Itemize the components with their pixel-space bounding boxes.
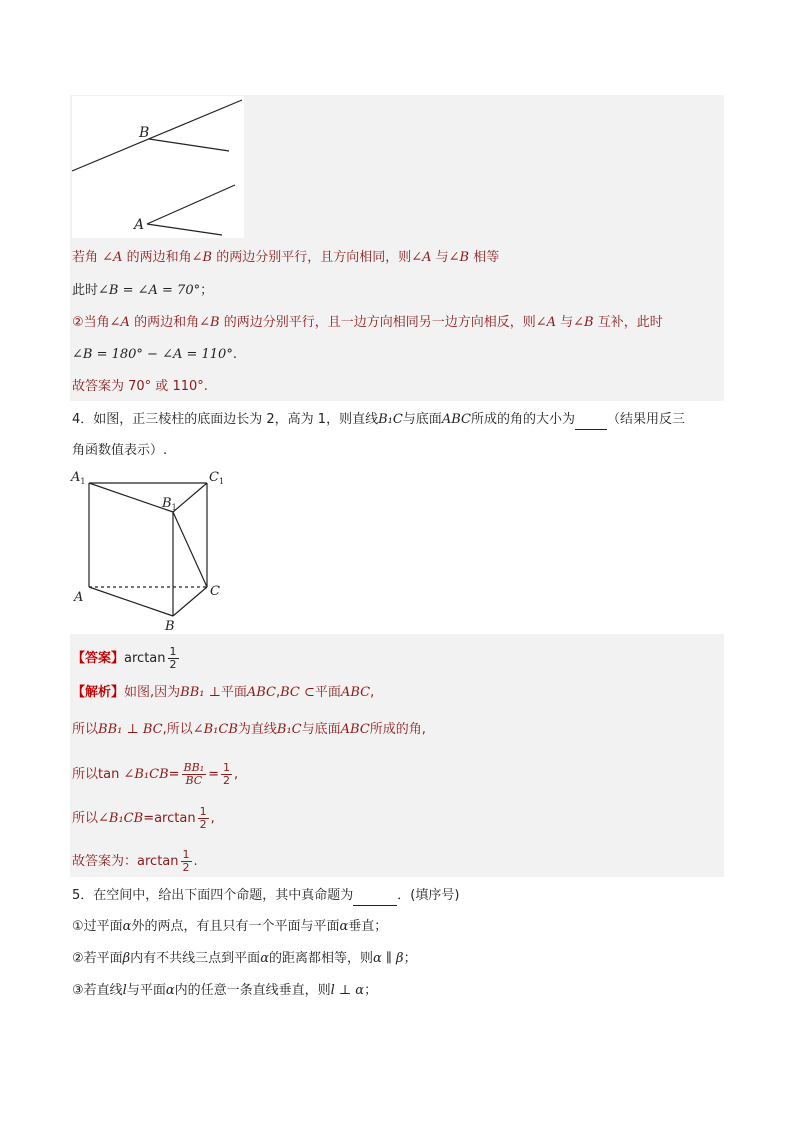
- analysis-line-5: 故答案为：arctan $\frac{1}{2}$ .: [72, 848, 198, 874]
- solution-3-line-4: ∠B = 180° − ∠A = 110°.: [72, 347, 237, 362]
- angle-figure: [72, 96, 244, 238]
- answer-blank: [353, 891, 397, 906]
- question-5-line-3: ②若平面β内有不共线三点到平面α的距离都相等，则α ∥ β；: [72, 951, 417, 966]
- question-5-line-2: ①过平面α外的两点，有且只有一个平面与平面α垂直；: [72, 919, 388, 934]
- fraction: $\frac{1}{2}$: [199, 805, 207, 831]
- analysis-line-4: 所以∠B₁CB=arctan $\frac{1}{2}$ ,: [72, 805, 215, 831]
- solution-3-line-5: 故答案为 70° 或 110°.: [72, 379, 208, 394]
- solution-3-line-2: 此时∠B = ∠A = 70°；: [72, 283, 214, 298]
- fraction: $\frac{1}{2}$: [223, 761, 231, 787]
- question-4-line-2: 角函数值表示）.: [72, 443, 168, 458]
- fraction: $\frac{1}{2}$: [169, 645, 177, 671]
- analysis-line-1: 【解析】如图,因为BB₁ ⊥平面ABC,BC ⊂平面ABC,: [72, 685, 375, 700]
- analysis-line-3: 所以tan ∠B₁CB= $\frac{\text{BB₁}}{BC}$ = $\frac{1}{2}$ ,: [72, 761, 239, 787]
- question-5-line-1: 5．在空间中，给出下面四个命题，其中真命题为 ．(填序号): [72, 886, 459, 906]
- fraction: $\frac{\text{BB₁}}{BC}$: [183, 761, 205, 787]
- label-c1: $C_1$: [209, 470, 225, 486]
- label-c: C: [210, 584, 220, 599]
- label-a: A: [134, 217, 145, 233]
- fraction: $\frac{1}{2}$: [182, 848, 190, 874]
- answer-line: 【答案】arctan $\frac{1}{2}$: [72, 645, 177, 671]
- prism-figure: [70, 465, 240, 635]
- question-4-line-1: 4．如图，正三棱柱的底面边长为 2，高为 1，则直线B₁C与底面ABC所成的角的大小为 （结果用反三: [72, 410, 685, 430]
- label-b: B: [165, 619, 175, 634]
- label-b: B: [139, 125, 150, 141]
- analysis-line-2: 所以BB₁ ⊥ BC,所以∠B₁CB为直线B₁C与底面ABC所成的角,: [72, 722, 426, 737]
- label-a: A: [74, 590, 84, 605]
- question-5-line-4: ③若直线l与平面α内的任意一条直线垂直，则l ⊥ α；: [72, 983, 378, 998]
- answer-blank: [575, 415, 607, 430]
- label-a1: $A_1$: [71, 470, 86, 486]
- solution-3-line-3: ②当角∠A 的两边和角∠B 的两边分别平行，且一边方向相同另一边方向相反，则∠A 与∠B 互补，此时: [72, 315, 663, 330]
- solution-3-line-1: 若角 ∠A 的两边和角∠B 的两边分别平行，且方向相同，则∠A 与∠B 相等: [72, 250, 500, 265]
- label-b1: $B_1$: [162, 496, 177, 512]
